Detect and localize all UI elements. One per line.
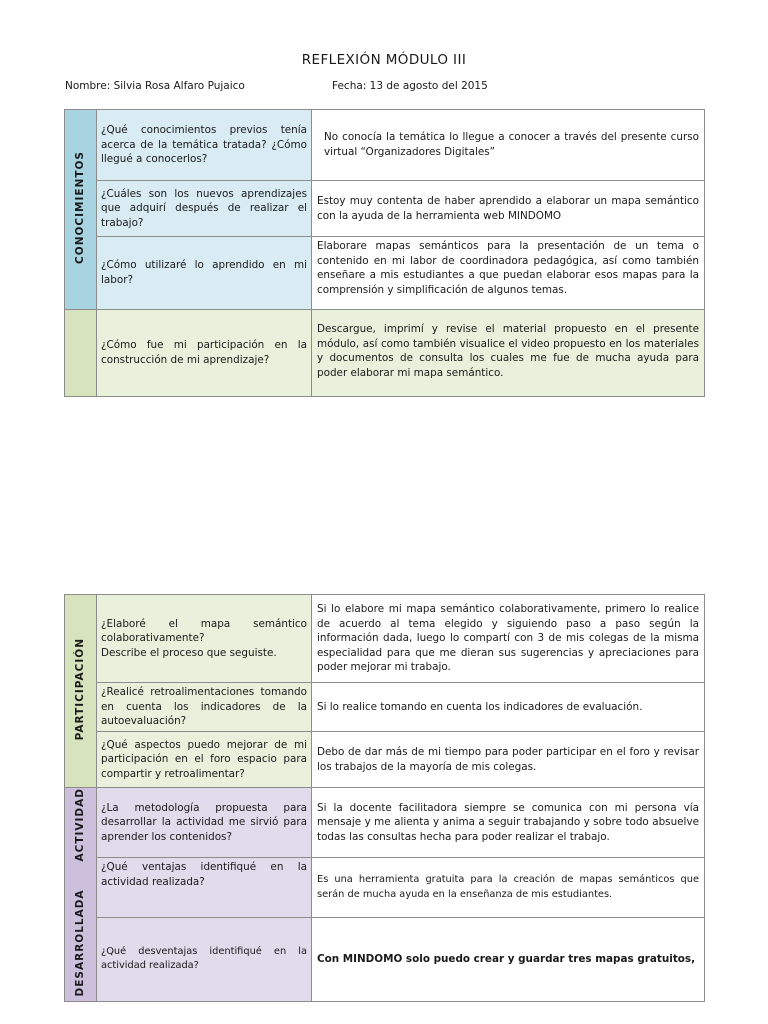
answer-cell: Descargue, imprimí y revise el material propuesto en el presente módulo, así como también visualice el video propuesto en los materiales y documentos de consulta los cuales me fue de mucha ayuda para poder elaborar mi mapa semántico. [312,310,705,397]
answer-cell: Debo de dar más de mi tiempo para poder participar en el foro y revisar los trabajos de la mayoría de mis colegas. [312,732,705,788]
answer-cell: Si lo elabore mi mapa semántico colaborativamente, primero lo realice de acuerdo al tema elegido y siguiendo paso a paso según la información dada, luego lo compartí con 3 de mis colegas de la misma especialidad para que me dieran sus sugerencias y apreciaciones para poder mejorar mi trabajo. [312,595,705,683]
category-cell-actividad-desarrollada [65,788,97,1002]
category-label-desarrollada: DESARROLLADA ACTIVIDAD [74,788,87,997]
question-cell: ¿Cómo utilizaré lo aprendido en mi labor? [97,237,312,310]
category-label-actividad: ACTIVIDAD [74,788,87,862]
answer-cell: Es una herramienta gratuita para la creación de mapas semánticos que serán de mucha ayuda en la enseñanza de mis estudiantes. [312,858,705,918]
answer-cell: Elaborare mapas semánticos para la presentación de un tema o contenido en mi labor de coordinadora pedagógica, así como también enseñare a mis estudiantes a que puedan elaborar esos mapas para la comprensión y simplificación de algunos temas. [312,237,705,310]
answer-cell: Si lo realice tomando en cuenta los indicadores de evaluación. [312,683,705,732]
answer-cell: No conocía la temática lo llegue a conocer a través del presente curso virtual “Organizadores Digitales” [312,110,705,181]
table-row [65,181,705,237]
document-title: REFLEXIÓN MÓDULO III [301,52,467,68]
date: Fecha: 13 de agosto del 2015 [332,80,488,92]
table-row [65,917,705,1001]
table-row [65,237,705,310]
category-label-participacion: PARTICIPACIÓN [74,637,87,740]
table-row [65,595,705,683]
question-cell: ¿Qué ventajas identifiqué en la actividad realizada? [97,858,312,918]
table-row [65,110,705,181]
question-cell: ¿Qué aspectos puedo mejorar de mi participación en el foro espacio para compartir y retroalimentar? [97,732,312,788]
reflection-table-1 [64,109,705,397]
category-cell-participacion [65,595,97,788]
reflection-table-2 [64,594,705,1002]
category-label-conocimientos: CONOCIMIENTOS [74,150,87,264]
category-cell-empty [65,310,97,397]
category-cell-conocimientos [65,110,97,310]
question-cell: ¿Elaboré el mapa semántico colaborativamente? Describe el proceso que seguiste. [97,595,312,683]
question-cell: ¿Realicé retroalimentaciones tomando en cuenta los indicadores de la autoevaluación? [97,683,312,732]
question-cell: ¿Cuáles son los nuevos aprendizajes que adquirí después de realizar el trabajo? [97,181,312,237]
question-cell: ¿Qué conocimientos previos tenía acerca de la temática tratada? ¿Cómo llegué a conocerlos? [97,110,312,181]
table-row [65,683,705,732]
answer-cell: Si la docente facilitadora siempre se comunica con mi persona vía mensaje y me alienta y anima a seguir trabajando y sobre todo absuelve todas las consultas hecha para poder realizar el trabajo. [312,788,705,858]
question-cell: ¿Qué desventajas identifiqué en la actividad realizada? [97,917,312,1001]
answer-cell: Estoy muy contenta de haber aprendido a elaborar un mapa semántico con la ayuda de la herramienta web MINDOMO [312,181,705,237]
answer-cell: Con MINDOMO solo puedo crear y guardar tres mapas gratuitos, [312,917,705,1001]
question-cell: ¿La metodología propuesta para desarrollar la actividad me sirvió para aprender los contenidos? [97,788,312,858]
table-row [65,732,705,788]
table-row [65,310,705,397]
question-cell: ¿Cómo fue mi participación en la construcción de mi aprendizaje? [97,310,312,397]
table-row [65,858,705,918]
table-row [65,788,705,858]
student-name: Nombre: Silvia Rosa Alfaro Pujaico [65,80,245,92]
